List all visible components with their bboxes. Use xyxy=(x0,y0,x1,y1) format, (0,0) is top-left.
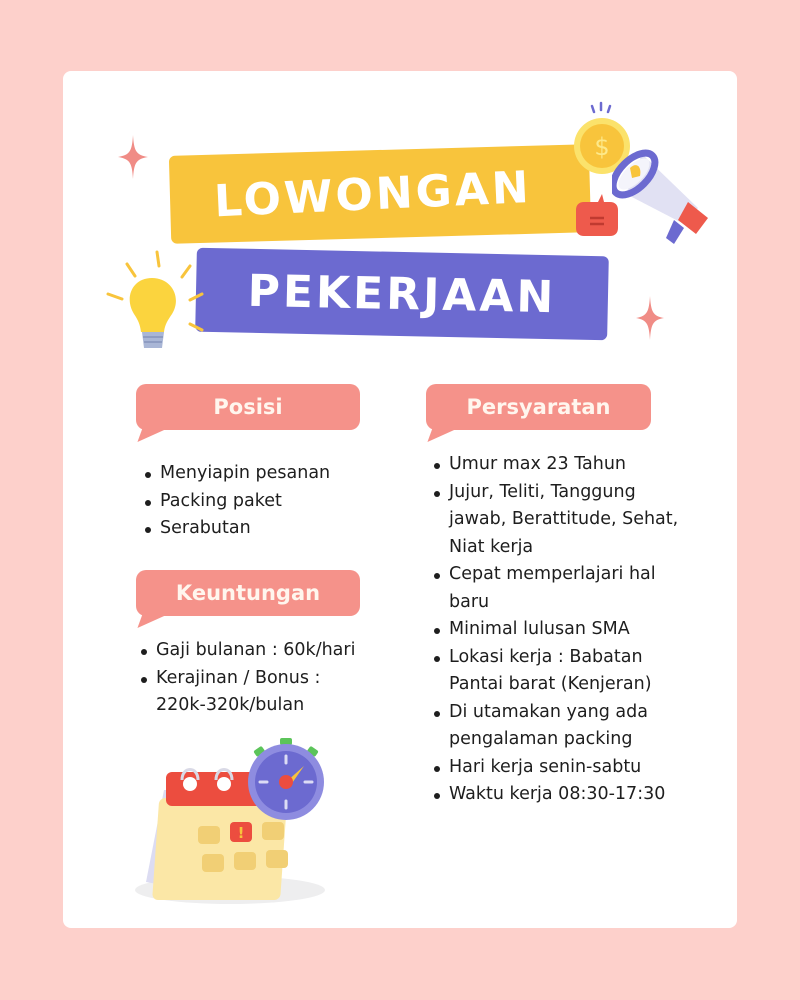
stopwatch-icon xyxy=(248,738,324,820)
list-item: Serabutan xyxy=(144,515,384,543)
list-item: Minimal lulusan SMA xyxy=(433,616,708,644)
title-line1: LOWONGAN xyxy=(213,161,533,227)
list-item: Gaji bulanan : 60k/hari xyxy=(140,637,390,665)
sparkle-icon xyxy=(118,135,148,182)
svg-text:!: ! xyxy=(237,824,245,842)
posisi-heading-label: Posisi xyxy=(213,395,283,419)
title-banner-line2 xyxy=(195,248,609,341)
list-item: Packing paket xyxy=(144,488,384,516)
megaphone-icon xyxy=(612,140,722,254)
title-line2: PEKERJAAN xyxy=(247,265,557,323)
list-item: Cepat memperlajari hal baru xyxy=(433,561,695,616)
persyaratan-heading xyxy=(426,384,651,430)
title-banner-line1 xyxy=(169,144,591,244)
sparkle-icon xyxy=(636,296,664,343)
list-item: Jujur, Teliti, Tanggung jawab, Berattitude, Sehat, Niat kerja xyxy=(433,479,683,562)
posisi-heading xyxy=(136,384,360,430)
list-item: Lokasi kerja : Babatan Pantai barat (Kenjeran) xyxy=(433,644,695,699)
list-item: Menyiapin pesanan xyxy=(144,460,384,488)
list-item: Di utamakan yang ada pengalaman packing xyxy=(433,699,678,754)
svg-text:$: $ xyxy=(594,133,610,161)
keuntungan-heading-label: Keuntungan xyxy=(175,581,321,605)
list-item: Waktu kerja 08:30-17:30 xyxy=(433,781,708,809)
list-item: Kerajinan / Bonus : 220k-320k/bulan xyxy=(140,665,350,720)
keuntungan-heading xyxy=(136,570,360,616)
list-item: Hari kerja senin-sabtu xyxy=(433,754,708,782)
posisi-list xyxy=(144,460,384,543)
persyaratan-heading-label: Persyaratan xyxy=(466,395,611,419)
keuntungan-list xyxy=(140,637,390,720)
list-item: Umur max 23 Tahun xyxy=(433,451,708,479)
persyaratan-list xyxy=(433,451,708,809)
lightbulb-icon xyxy=(102,244,212,358)
calendar-illustration xyxy=(130,730,350,914)
